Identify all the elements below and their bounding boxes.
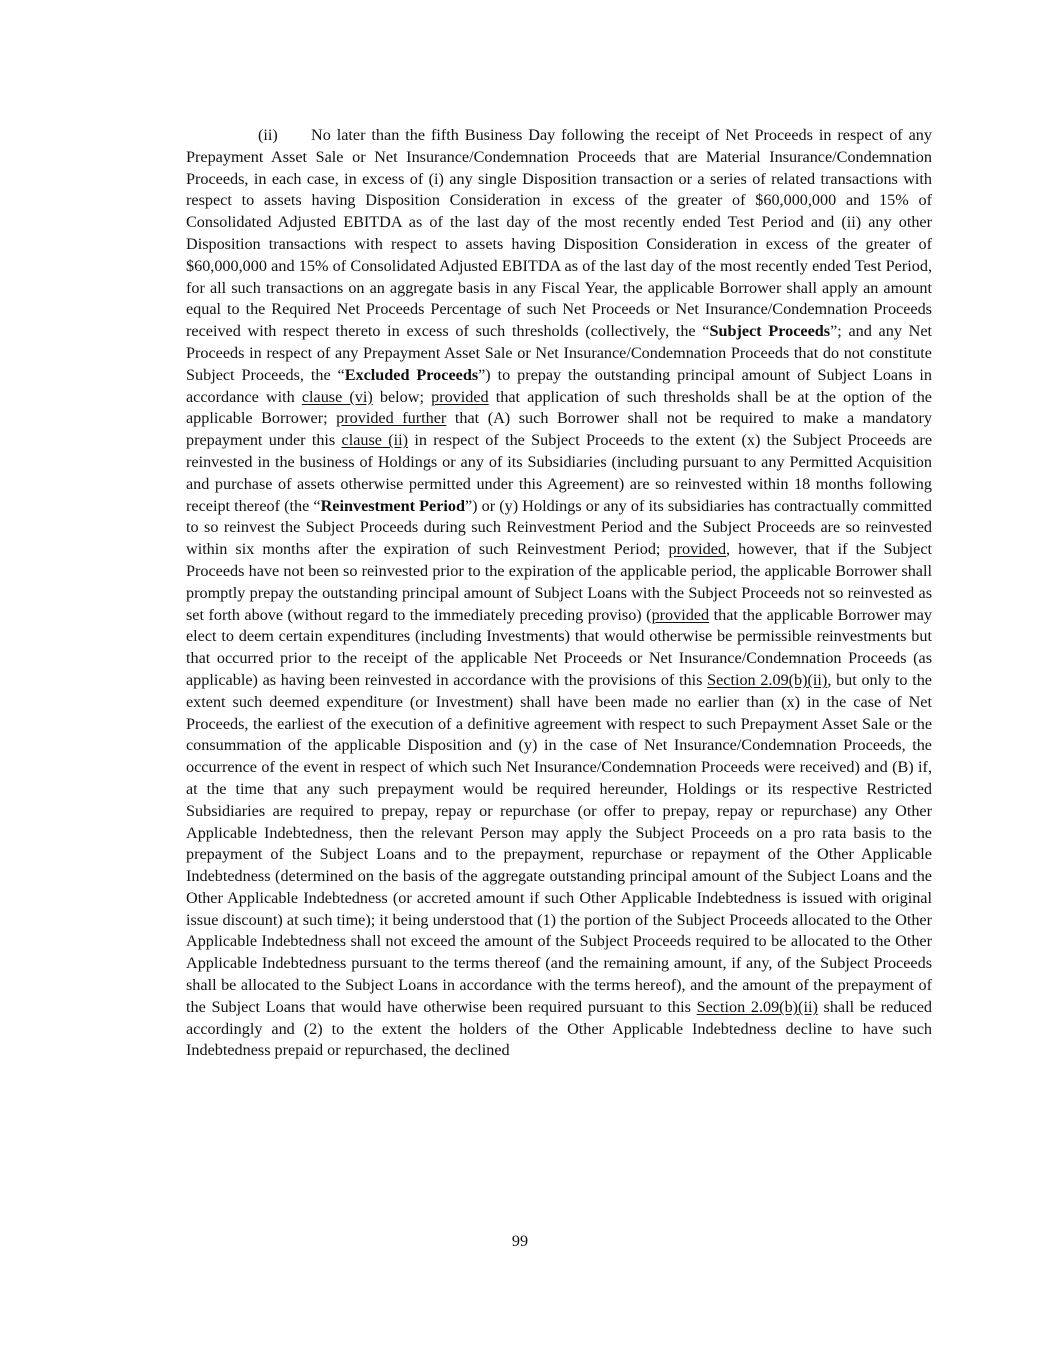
text-run: ”; and any Net Proceeds in respect of any Prepayment Asset Sale or Net Insurance/Condemnation Proceeds that do not constitute Subject Proceeds, the “ (186, 322, 932, 384)
text-run: that application of such thresholds shall be at the option of the applicable Borrower; (186, 387, 932, 428)
text-run: , but only to the extent such deemed expenditure (or Investment) shall have been made no earlier than (x) in the case of Net Proceeds, the earliest of the execution of a definitive agreement with respect to such Prepayment Asset Sale or the consummation of the applicable Disposition and (y) in the case of Net Insurance/Condemnation Proceeds, the occurrence of the event in respect of which such Net Insurance/Condemnation Proceeds were received) and (B) if, at the time that any such prepayment would be required hereunder, Holdings or its respective Restricted Subsidiaries are required to prepay, repay or repurchase (or offer to prepay, repay or repurchase) any Other Applicable Indebtedness, then the relevant Person may apply the Subject Proceeds on a pro rata basis to the prepayment of the Subject Loans and to the prepayment, repurchase or repayment of the Other Applicable Indebtedness (determined on the basis of the aggregate outstanding principal amount of the Subject Loans and the Other Applicable Indebtedness (or accreted amount if such Other Applicable Indebtedness is issued with original issue discount) at such time); it being understood that (1) the portion of the Subject Proceeds allocated to the Other Applicable Indebtedness shall not exceed the amount of the Subject Proceeds required to be allocated to the Other Applicable Indebtedness pursuant to the terms thereof (and the remaining amount, if any, of the Subject Proceeds shall be allocated to the Subject Loans in accordance with the terms hereof), and the amount of the prepayment of the Subject Loans that would have otherwise been required pursuant to this (186, 670, 932, 1016)
text-run: No later than the fifth Business Day following the receipt of Net Proceeds in respect of any Prepayment Asset Sale or Net Insurance/Condemnation Proceeds that are Material Insurance/Condemnation Proceeds, in each case, in excess of (i) any single Disposition transaction or a series of related transactions with respect to assets having Disposition Consideration in excess of the greater of $60,000,000 and 15% of Consolidated Adjusted EBITDA as of the last day of the most recently ended Test Period and (ii) any other Disposition transactions with respect to assets having Disposition Consideration in excess of the greater of $60,000,000 and 15% of Consolidated Adjusted EBITDA as of the last day of the most recently ended Test Period, for all such transactions on an aggregate basis in any Fiscal Year, the applicable Borrower shall apply an amount equal to the Required Net Proceeds Percentage of such Net Proceeds or Net Insurance/Condemnation Proceeds received with respect thereto in excess of such thresholds (collectively, the “ (186, 126, 932, 341)
clause-number: (ii) (258, 126, 278, 144)
text-run: that the applicable Borrower may elect to deem certain expenditures (including Investments) that would otherwise be permissible reinvestments but that occurred prior to the receipt of the applicable Net Proceeds or Net Insurance/Condemnation Proceeds (as applicable) as having been reinvested in accordance with the provisions of this (186, 605, 933, 689)
clause-text (186, 126, 932, 1059)
text-run: in respect of the Subject Proceeds to the extent (x) the Subject Proceeds are reinvested in the business of Holdings or any of its Subsidiaries (including pursuant to any Permitted Acquisition and purchase of assets otherwise permitted under this Agreement) are so reinvested within 18 months following receipt thereof (the “ (186, 431, 933, 515)
defined-term: Subject Proceeds (709, 322, 831, 341)
defined-term: Excluded Proceeds (344, 365, 479, 384)
page-number: 99 (511, 1232, 529, 1250)
cross-reference-text: provided (668, 540, 727, 559)
text-run: , however, that if the Subject Proceeds have not been so reinvested prior to the expiration of the applicable period, the applicable Borrower shall promptly prepay the outstanding principal amount of Subject Loans with the Subject Proceeds not so reinvested as set forth above (without regard to the immediately preceding proviso) ( (186, 540, 933, 624)
cross-reference-text: provided (651, 605, 710, 624)
text-run: that (A) such Borrower shall not be required to make a mandatory prepayment under this (186, 409, 933, 450)
text-run: shall be reduced accordingly and (2) to the extent the holders of the Other Applicable Indebtedness decline to have such Indebtedness prepaid or repurchased, the declined (186, 997, 932, 1060)
cross-reference-text: clause (ii) (341, 431, 409, 450)
defined-term: Reinvestment Period (320, 496, 465, 515)
cross-reference-text: provided (431, 387, 489, 406)
cross-reference-text: provided further (336, 409, 447, 428)
text-run: below; (372, 387, 432, 406)
cross-reference-text: Section 2.09(b)(ii) (707, 670, 828, 689)
text-run: ”) to prepay the outstanding principal amount of Subject Loans in accordance with (186, 365, 932, 406)
text-run: ”) or (y) Holdings or any of its subsidiaries has contractually committed to so reinvest the Subject Proceeds during such Reinvestment Period and the Subject Proceeds are so reinvested within six months after the expiration of such Reinvestment Period; (186, 496, 932, 559)
cross-reference-text: clause (vi) (301, 387, 373, 406)
clause-paragraph (186, 125, 932, 1062)
cross-reference-text: Section 2.09(b)(ii) (696, 997, 818, 1016)
